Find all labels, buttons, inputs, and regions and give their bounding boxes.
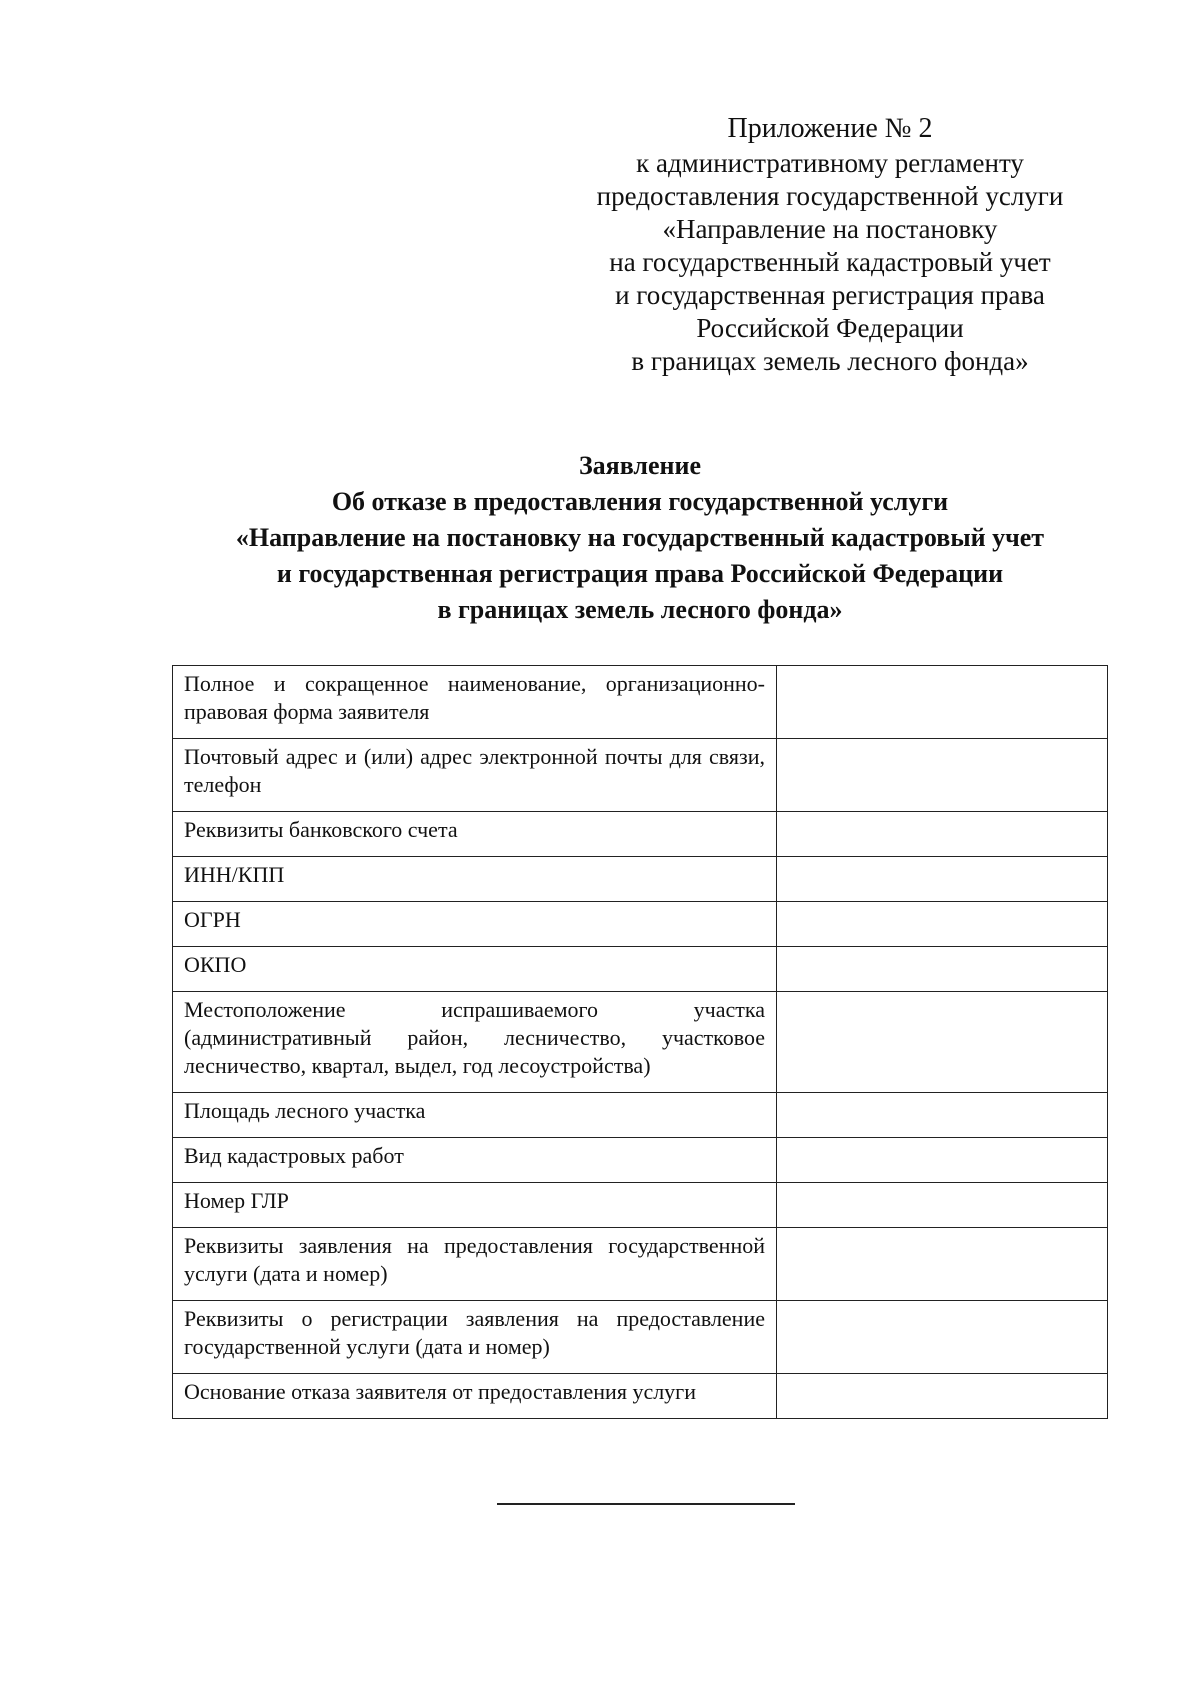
row-label: Реквизиты банковского счета [173, 812, 777, 857]
row-value-field[interactable] [777, 1183, 1108, 1228]
annex-title: Приложение № 2 [727, 113, 933, 144]
table-row [173, 992, 1108, 1093]
table-row [173, 1138, 1108, 1183]
annex-line: и государственная регистрация права [615, 280, 1045, 310]
document-title [160, 448, 1120, 628]
signature-line [497, 1503, 795, 1505]
table-row [173, 857, 1108, 902]
table-row [173, 666, 1108, 739]
row-value-field[interactable] [777, 739, 1108, 812]
row-label: ИНН/КПП [173, 857, 777, 902]
annex-line: к административному регламенту [636, 148, 1024, 178]
annex-line: на государственный кадастровый учет [609, 247, 1051, 277]
row-label: Площадь лесного участка [173, 1093, 777, 1138]
table-row [173, 1183, 1108, 1228]
table-row [173, 1301, 1108, 1374]
row-label: ОКПО [173, 947, 777, 992]
row-value-field[interactable] [777, 1301, 1108, 1374]
annex-header [570, 112, 1090, 378]
row-label: Реквизиты заявления на предоставления государственной услуги (дата и номер) [173, 1228, 777, 1301]
row-value-field[interactable] [777, 812, 1108, 857]
row-value-field[interactable] [777, 947, 1108, 992]
row-value-field[interactable] [777, 1093, 1108, 1138]
table-row [173, 1093, 1108, 1138]
annex-line: в границах земель лесного фонда» [631, 346, 1029, 376]
table-row [173, 902, 1108, 947]
table-row [173, 812, 1108, 857]
annex-line: Российской Федерации [696, 313, 964, 343]
row-label: Вид кадастровых работ [173, 1138, 777, 1183]
row-label: Номер ГЛР [173, 1183, 777, 1228]
document-title-line: «Направление на постановку на государственный кадастровый учет [235, 523, 1045, 552]
row-value-field[interactable] [777, 1228, 1108, 1301]
document-title-line: в границах земель лесного фонда» [437, 595, 843, 624]
annex-line: «Направление на постановку [662, 214, 998, 244]
table-row [173, 1228, 1108, 1301]
row-value-field[interactable] [777, 992, 1108, 1093]
application-form-table [172, 665, 1108, 1419]
row-value-field[interactable] [777, 857, 1108, 902]
row-label: Местоположение испрашиваемого участка (административный район, лесничество, участковое лесничество, квартал, выдел, год лесоустройства) [173, 992, 777, 1093]
row-value-field[interactable] [777, 902, 1108, 947]
row-label: ОГРН [173, 902, 777, 947]
document-title-line: Об отказе в предоставления государственной услуги [331, 487, 949, 516]
row-label: Основание отказа заявителя от предоставления услуги [173, 1374, 777, 1419]
row-label: Почтовый адрес и (или) адрес электронной почты для связи, телефон [173, 739, 777, 812]
row-value-field[interactable] [777, 1138, 1108, 1183]
document-title-line: и государственная регистрация права Российской Федерации [276, 559, 1004, 588]
document-title-line: Заявление [578, 451, 702, 480]
annex-line: предоставления государственной услуги [596, 181, 1064, 211]
row-label: Полное и сокращенное наименование, организационно-правовая форма заявителя [173, 666, 777, 739]
row-value-field[interactable] [777, 666, 1108, 739]
row-value-field[interactable] [777, 1374, 1108, 1419]
table-row [173, 739, 1108, 812]
table-row [173, 1374, 1108, 1419]
row-label: Реквизиты о регистрации заявления на предоставление государственной услуги (дата и номер) [173, 1301, 777, 1374]
table-row [173, 947, 1108, 992]
